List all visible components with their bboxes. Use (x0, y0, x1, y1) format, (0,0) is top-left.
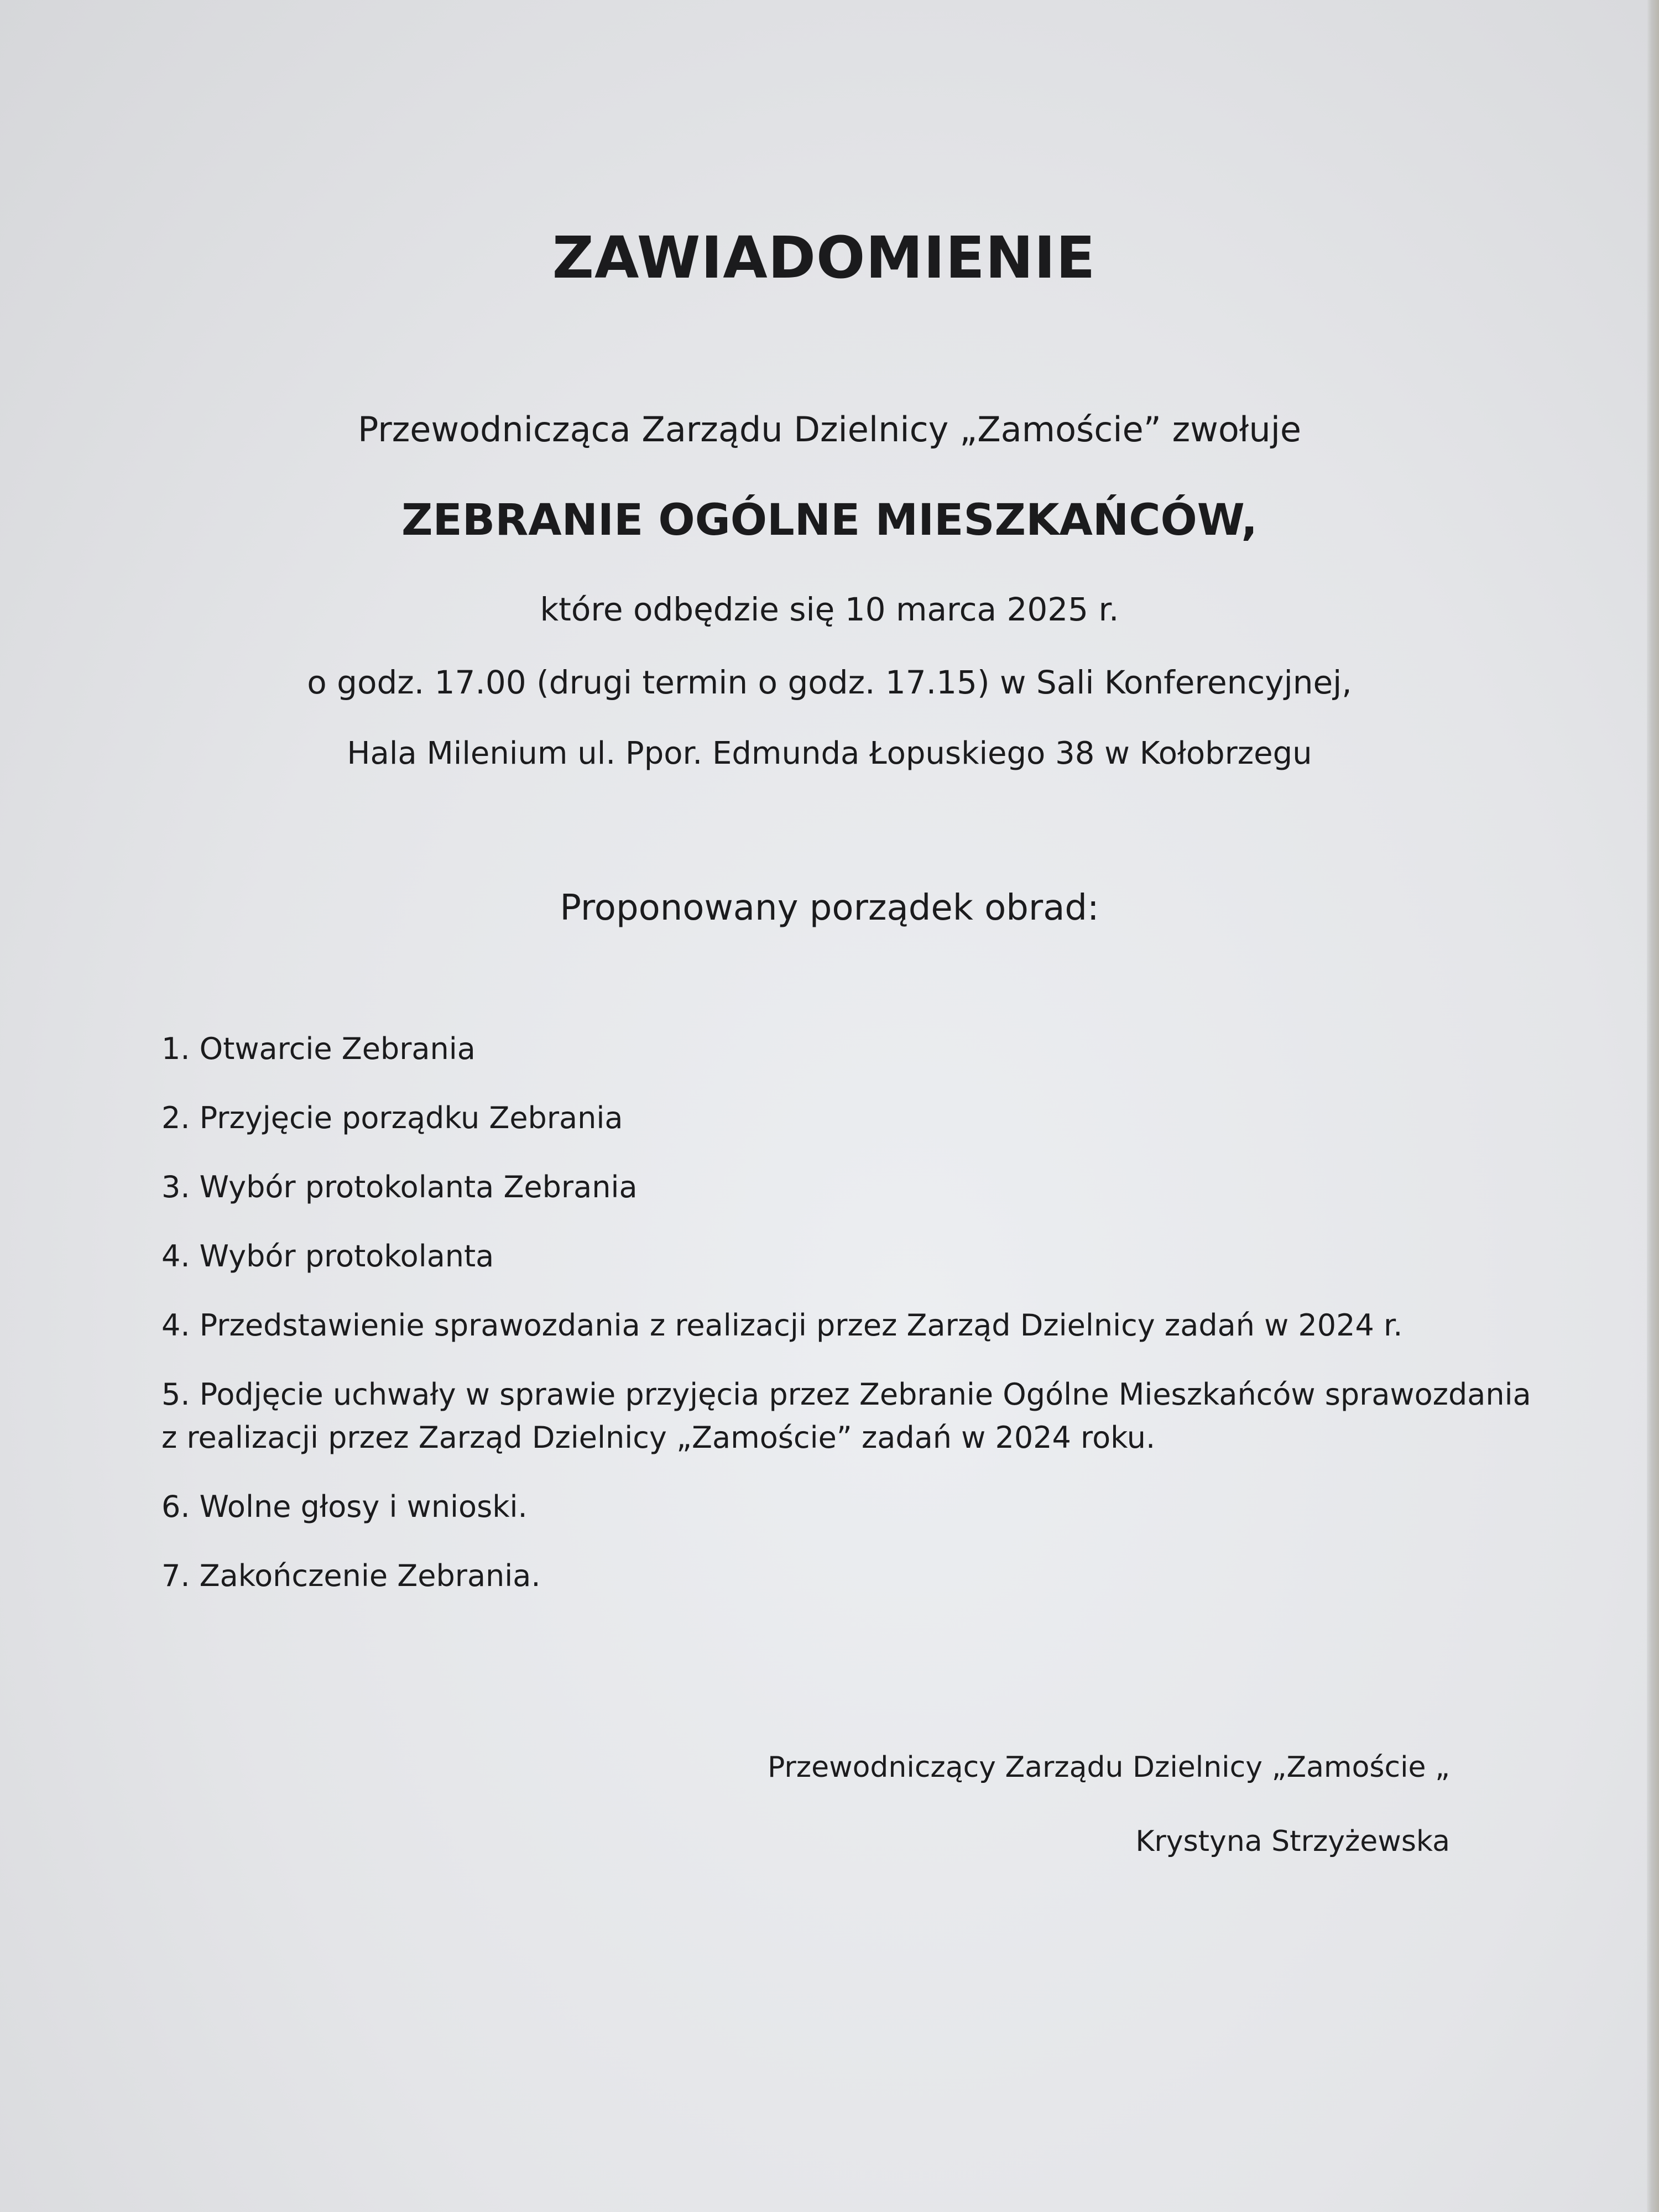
agenda-heading: Proponowany porządek obrad: (560, 888, 1099, 928)
agenda-item-text: 2. Przyjęcie porządku Zebrania (161, 1100, 623, 1135)
meeting-headline: ZEBRANIE OGÓLNE MIESZKAŃCÓW, (401, 495, 1258, 545)
meeting-place-line: Hala Milenium ul. Ppor. Edmunda Łopuskiego 38 w Kołobrzegu (347, 735, 1312, 771)
agenda-item-text: 1. Otwarcie Zebrania (161, 1031, 476, 1066)
agenda-item-text: 4. Wybór protokolanta (161, 1239, 494, 1274)
agenda-item (161, 1097, 1500, 1140)
agenda-list (161, 1027, 1531, 1624)
agenda-item-text: 5. Podjęcie uchwały w sprawie przyjęcia przez Zebranie Ogólne Mieszkańców sprawozdania (161, 1377, 1531, 1412)
intro-line: Przewodnicząca Zarządu Dzielnicy „Zamoście” zwołuje (357, 409, 1302, 450)
signature-name: Krystyna Strzyżewska (1135, 1825, 1450, 1858)
meeting-time-line: o godz. 17.00 (drugi termin o godz. 17.15) w Sali Konferencyjnej, (307, 664, 1352, 701)
agenda-item (161, 1235, 1500, 1278)
meeting-date-line: które odbędzie się 10 marca 2025 r. (540, 591, 1119, 628)
agenda-item (161, 1166, 1500, 1209)
document-title: ZAWIADOMIENIE (552, 224, 1096, 291)
agenda-item-text: 7. Zakończenie Zebrania. (161, 1558, 541, 1593)
agenda-item-text: 6. Wolne głosy i wnioski. (161, 1489, 528, 1524)
agenda-item (161, 1027, 1500, 1071)
agenda-item-continuation: z realizacji przez Zarząd Dzielnicy „Zamoście” zadań w 2024 roku. (161, 1420, 1156, 1455)
signature-title: Przewodniczący Zarządu Dzielnicy „Zamoście „ (767, 1751, 1450, 1784)
agenda-item (161, 1373, 1531, 1459)
paper-edge-shadow (1647, 0, 1659, 2212)
agenda-item (161, 1304, 1500, 1347)
agenda-item-text: 3. Wybór protokolanta Zebrania (161, 1170, 638, 1204)
agenda-item (161, 1554, 1500, 1598)
agenda-item (161, 1485, 1500, 1528)
agenda-item-text: 4. Przedstawienie sprawozdania z realizacji przez Zarząd Dzielnicy zadań w 2024 r. (161, 1308, 1403, 1343)
